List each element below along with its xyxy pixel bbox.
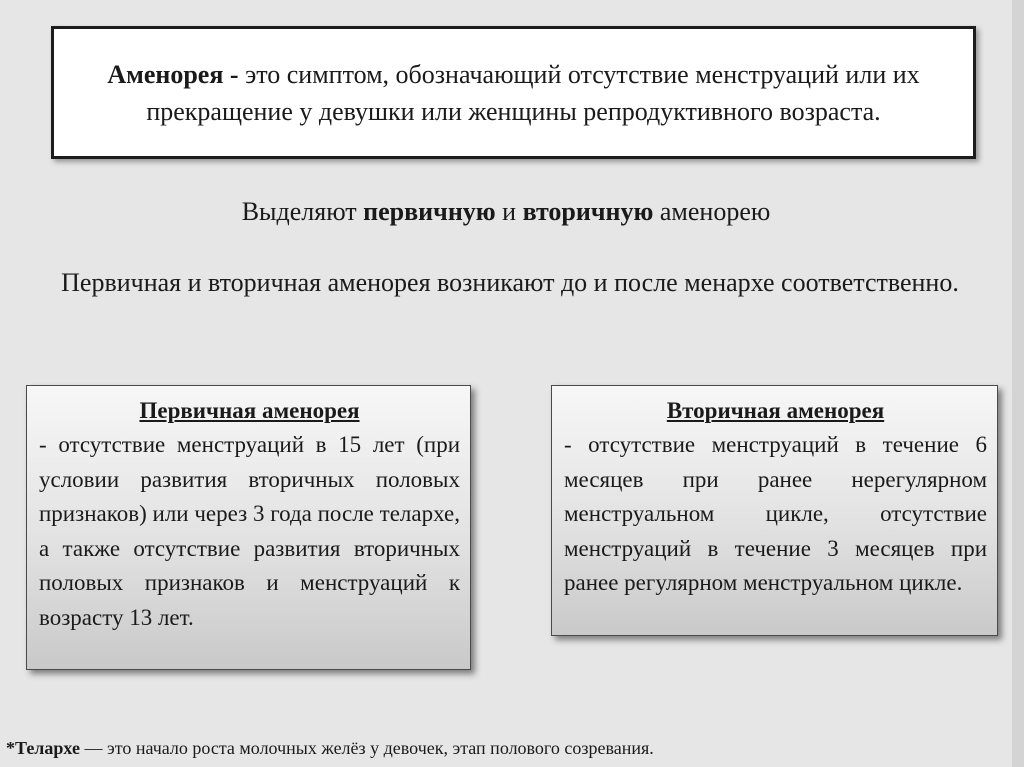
types-prefix: Выделяют bbox=[241, 197, 364, 226]
secondary-panel-title: Вторичная аменорея bbox=[666, 398, 885, 423]
definition-text bbox=[78, 56, 949, 130]
definition-term: Аменорея - bbox=[107, 59, 239, 89]
definition-box bbox=[51, 26, 976, 159]
types-suffix: аменорею bbox=[653, 197, 771, 226]
definition-body: это симптом, обозначающий отсутствие менструаций или их прекращение у девушки или женщины репродуктивного возраста. bbox=[146, 59, 920, 126]
footnote-text: — это начало роста молочных желёз у девочек, этап полового созревания. bbox=[79, 738, 654, 758]
primary-panel-body: - отсутствие менструаций в 15 лет (при условии развития вторичных половых признаков) или через 3 года после телархе, а также отсутствие развития вторичных половых признаков и менструаций к возрасту 13 лет. bbox=[39, 432, 460, 630]
types-statement bbox=[0, 194, 1012, 230]
types-middle: и bbox=[495, 197, 523, 226]
primary-panel-title: Первичная аменорея bbox=[139, 398, 360, 423]
secondary-panel-body: - отсутствие менструаций в течение 6 месяцев при ранее нерегулярном менструальном цикле, отсутствие менструаций в течение 3 месяцев при ранее регулярном менструальном цикле. bbox=[564, 432, 987, 596]
slide-edge-strip bbox=[1012, 0, 1024, 767]
footnote-term: *Телархе bbox=[6, 738, 80, 758]
primary-amenorrhea-panel bbox=[26, 385, 471, 670]
types-primary: первичную bbox=[363, 197, 496, 226]
timing-statement: Первичная и вторичная аменорея возникают до и после менархе соответственно. bbox=[61, 268, 959, 297]
secondary-amenorrhea-panel bbox=[551, 385, 998, 636]
footnote bbox=[6, 736, 1006, 760]
types-secondary: вторичную bbox=[522, 197, 654, 226]
